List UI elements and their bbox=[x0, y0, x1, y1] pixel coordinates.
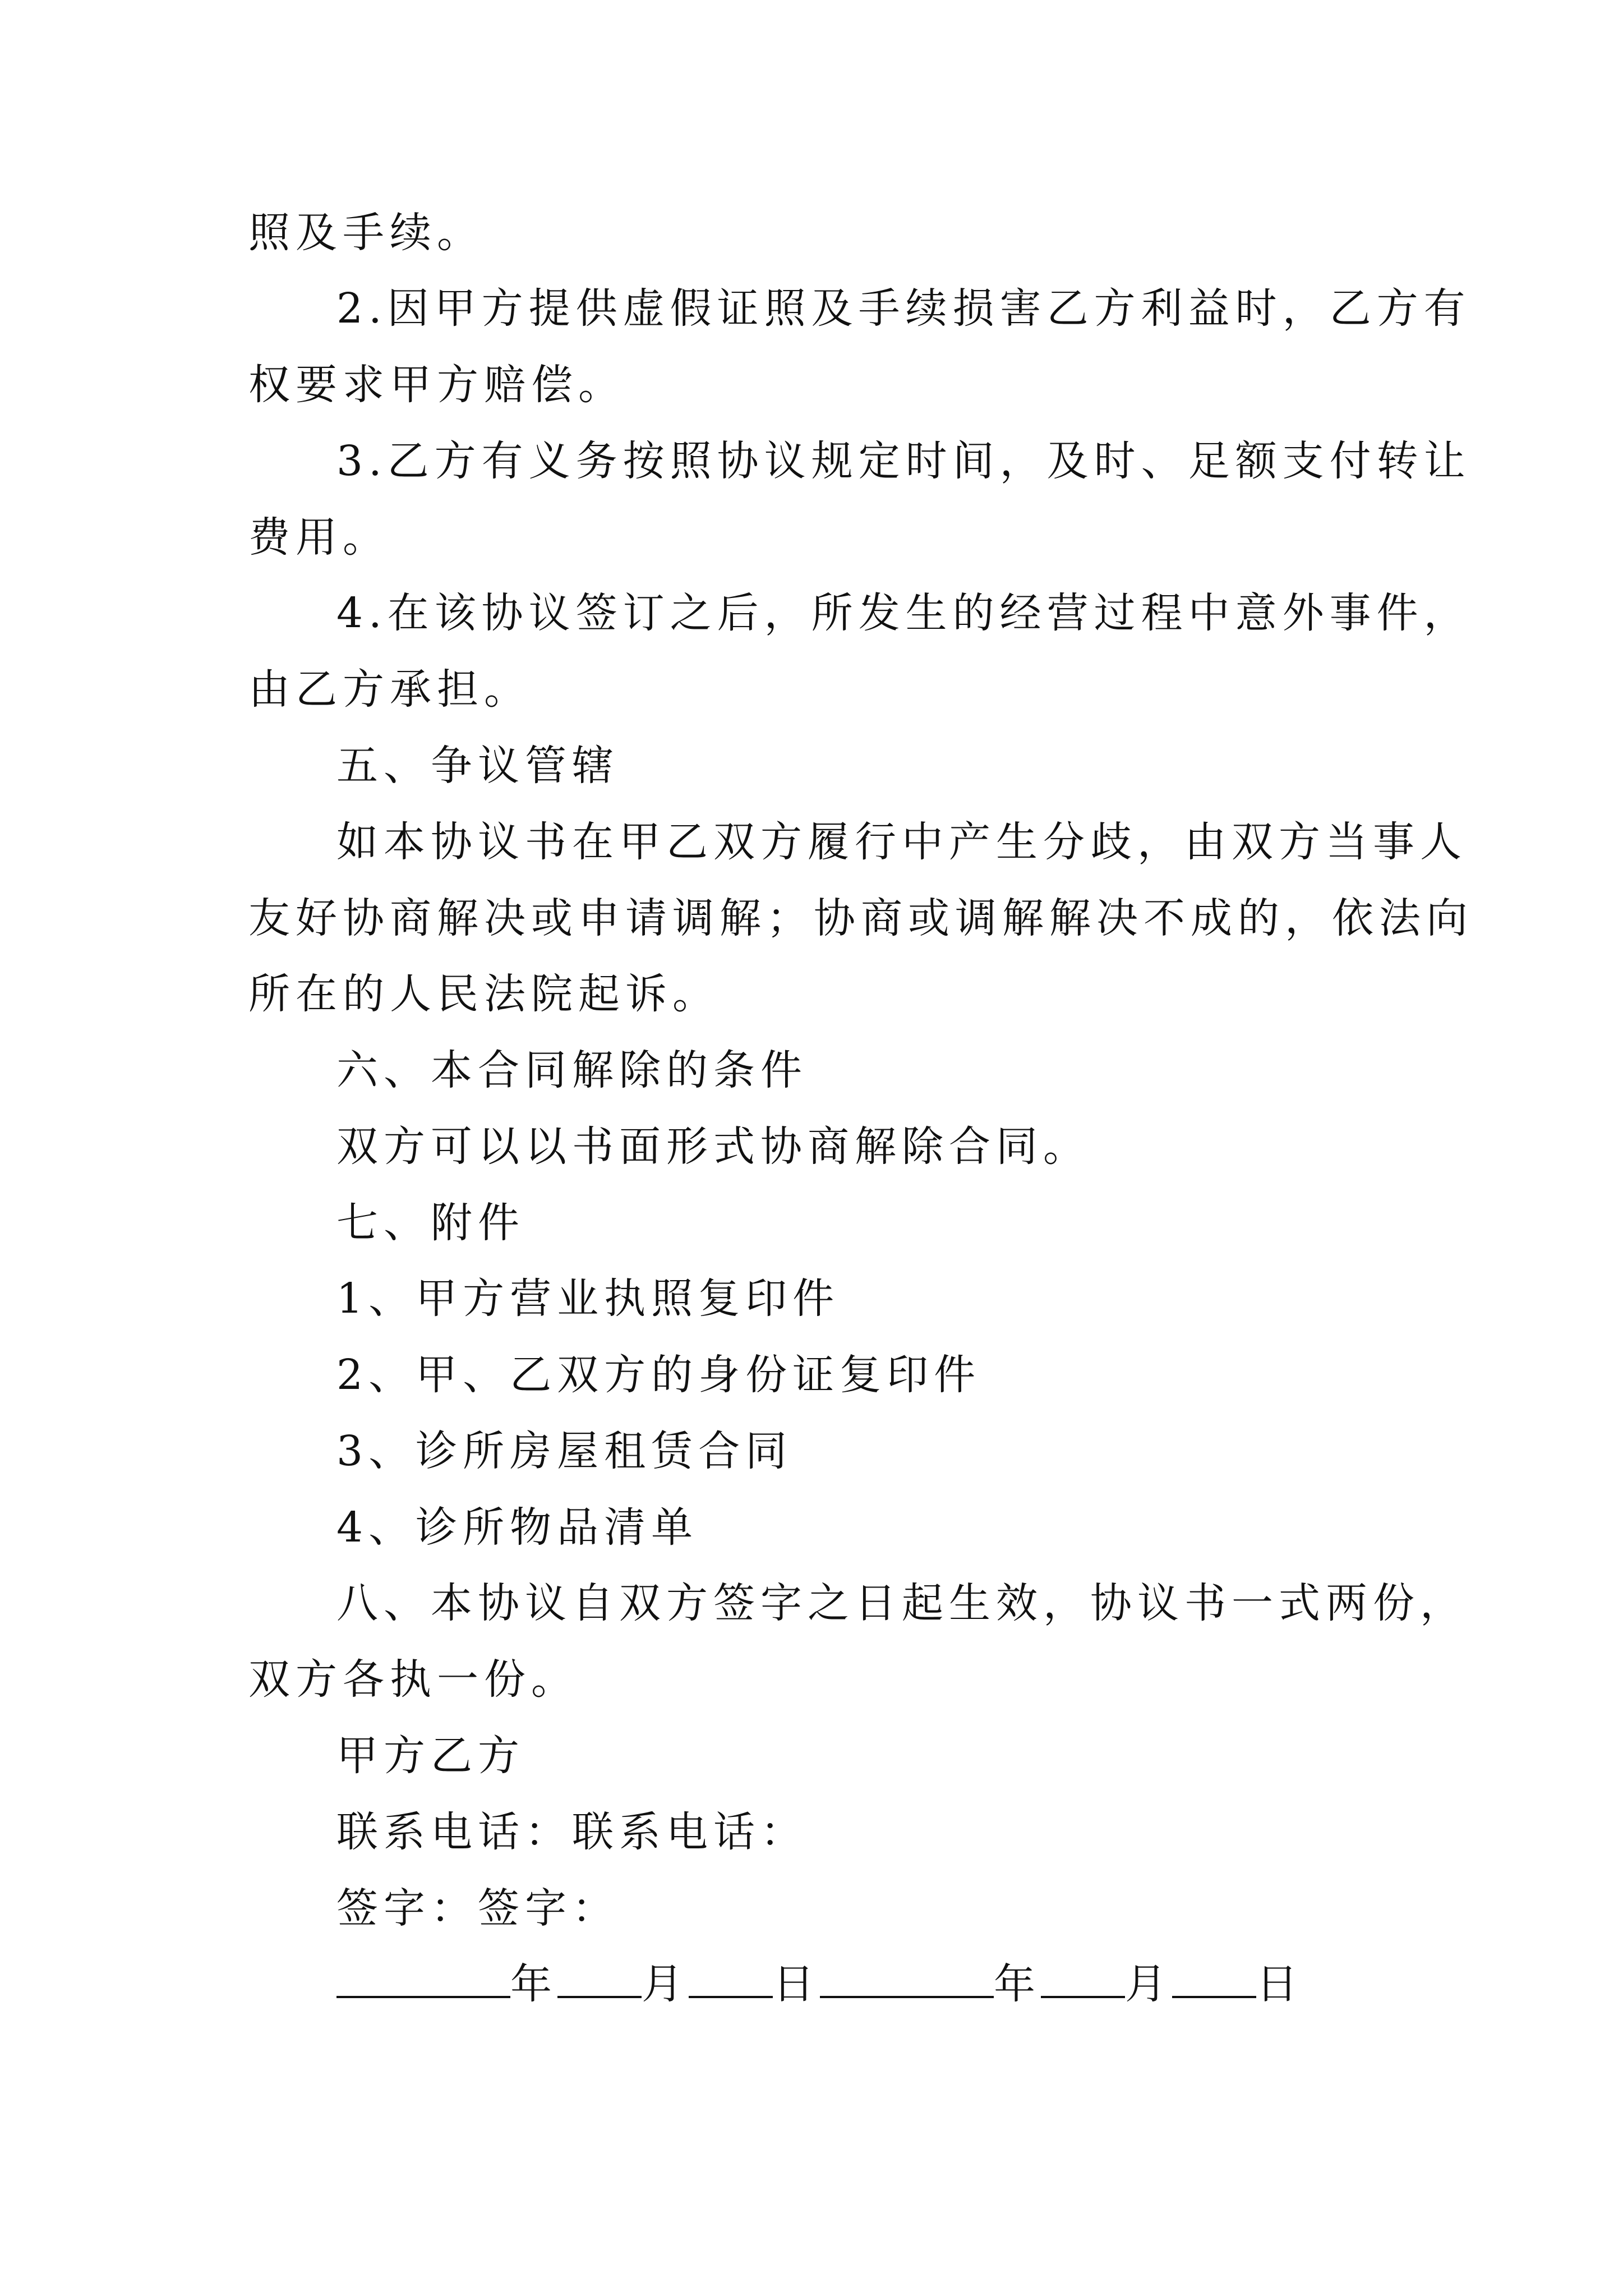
month-blank-1 bbox=[557, 1959, 642, 1998]
attachment-item: 1、甲方营业执照复印件 bbox=[336, 1274, 840, 1323]
body-text-line: 3.乙方有义务按照协议规定时间，及时、足额支付转让 bbox=[336, 437, 1471, 485]
body-text-line: 所在的人民法院起诉。 bbox=[248, 970, 720, 1018]
signature-labels: 签字：签字： bbox=[336, 1884, 619, 1932]
body-text-line: 八、本协议自双方签字之日起生效，协议书一式两份， bbox=[336, 1579, 1467, 1627]
month-blank-2 bbox=[1041, 1959, 1125, 1998]
contact-phone-labels: 联系电话：联系电话： bbox=[336, 1808, 808, 1856]
month-label-2: 月 bbox=[1125, 1960, 1172, 2008]
body-text-line: 友好协商解决或申请调解；协商或调解解决不成的，依法向 bbox=[248, 894, 1473, 942]
day-label-1: 日 bbox=[773, 1960, 820, 2008]
section-heading: 六、本合同解除的条件 bbox=[336, 1046, 808, 1094]
body-text-line: 双方可以以书面形式协商解除合同。 bbox=[336, 1122, 1090, 1171]
body-text-line: 如本协议书在甲乙双方履行中产生分歧，由双方当事人 bbox=[336, 818, 1467, 866]
body-text-line: 双方各执一份。 bbox=[248, 1655, 578, 1704]
day-blank-1 bbox=[689, 1959, 773, 1998]
body-text-line: 由乙方承担。 bbox=[248, 665, 531, 714]
body-text-line: 照及手续。 bbox=[248, 209, 484, 257]
section-heading: 五、争议管辖 bbox=[336, 742, 619, 790]
body-text-line: 费用。 bbox=[248, 513, 390, 562]
year-label-2: 年 bbox=[994, 1960, 1041, 2008]
attachment-item: 4、诊所物品清单 bbox=[336, 1503, 699, 1552]
date-line bbox=[336, 1956, 1303, 2012]
section-heading: 七、附件 bbox=[336, 1199, 525, 1247]
day-label-2: 日 bbox=[1256, 1960, 1303, 2008]
year-blank-1 bbox=[336, 1959, 510, 1998]
day-blank-2 bbox=[1172, 1959, 1256, 1998]
attachment-item: 3、诊所房屋租赁合同 bbox=[336, 1427, 793, 1475]
body-text-line: 权要求甲方赔偿。 bbox=[248, 361, 625, 409]
year-blank-2 bbox=[820, 1959, 994, 1998]
year-label-1: 年 bbox=[510, 1960, 557, 2008]
month-label-1: 月 bbox=[642, 1960, 689, 2008]
attachment-item: 2、甲、乙双方的身份证复印件 bbox=[336, 1351, 981, 1399]
party-labels: 甲方乙方 bbox=[336, 1732, 525, 1780]
body-text-line: 4.在该协议签订之后，所发生的经营过程中意外事件， bbox=[336, 589, 1471, 637]
body-text-line: 2.因甲方提供虚假证照及手续损害乙方利益时，乙方有 bbox=[336, 284, 1471, 333]
